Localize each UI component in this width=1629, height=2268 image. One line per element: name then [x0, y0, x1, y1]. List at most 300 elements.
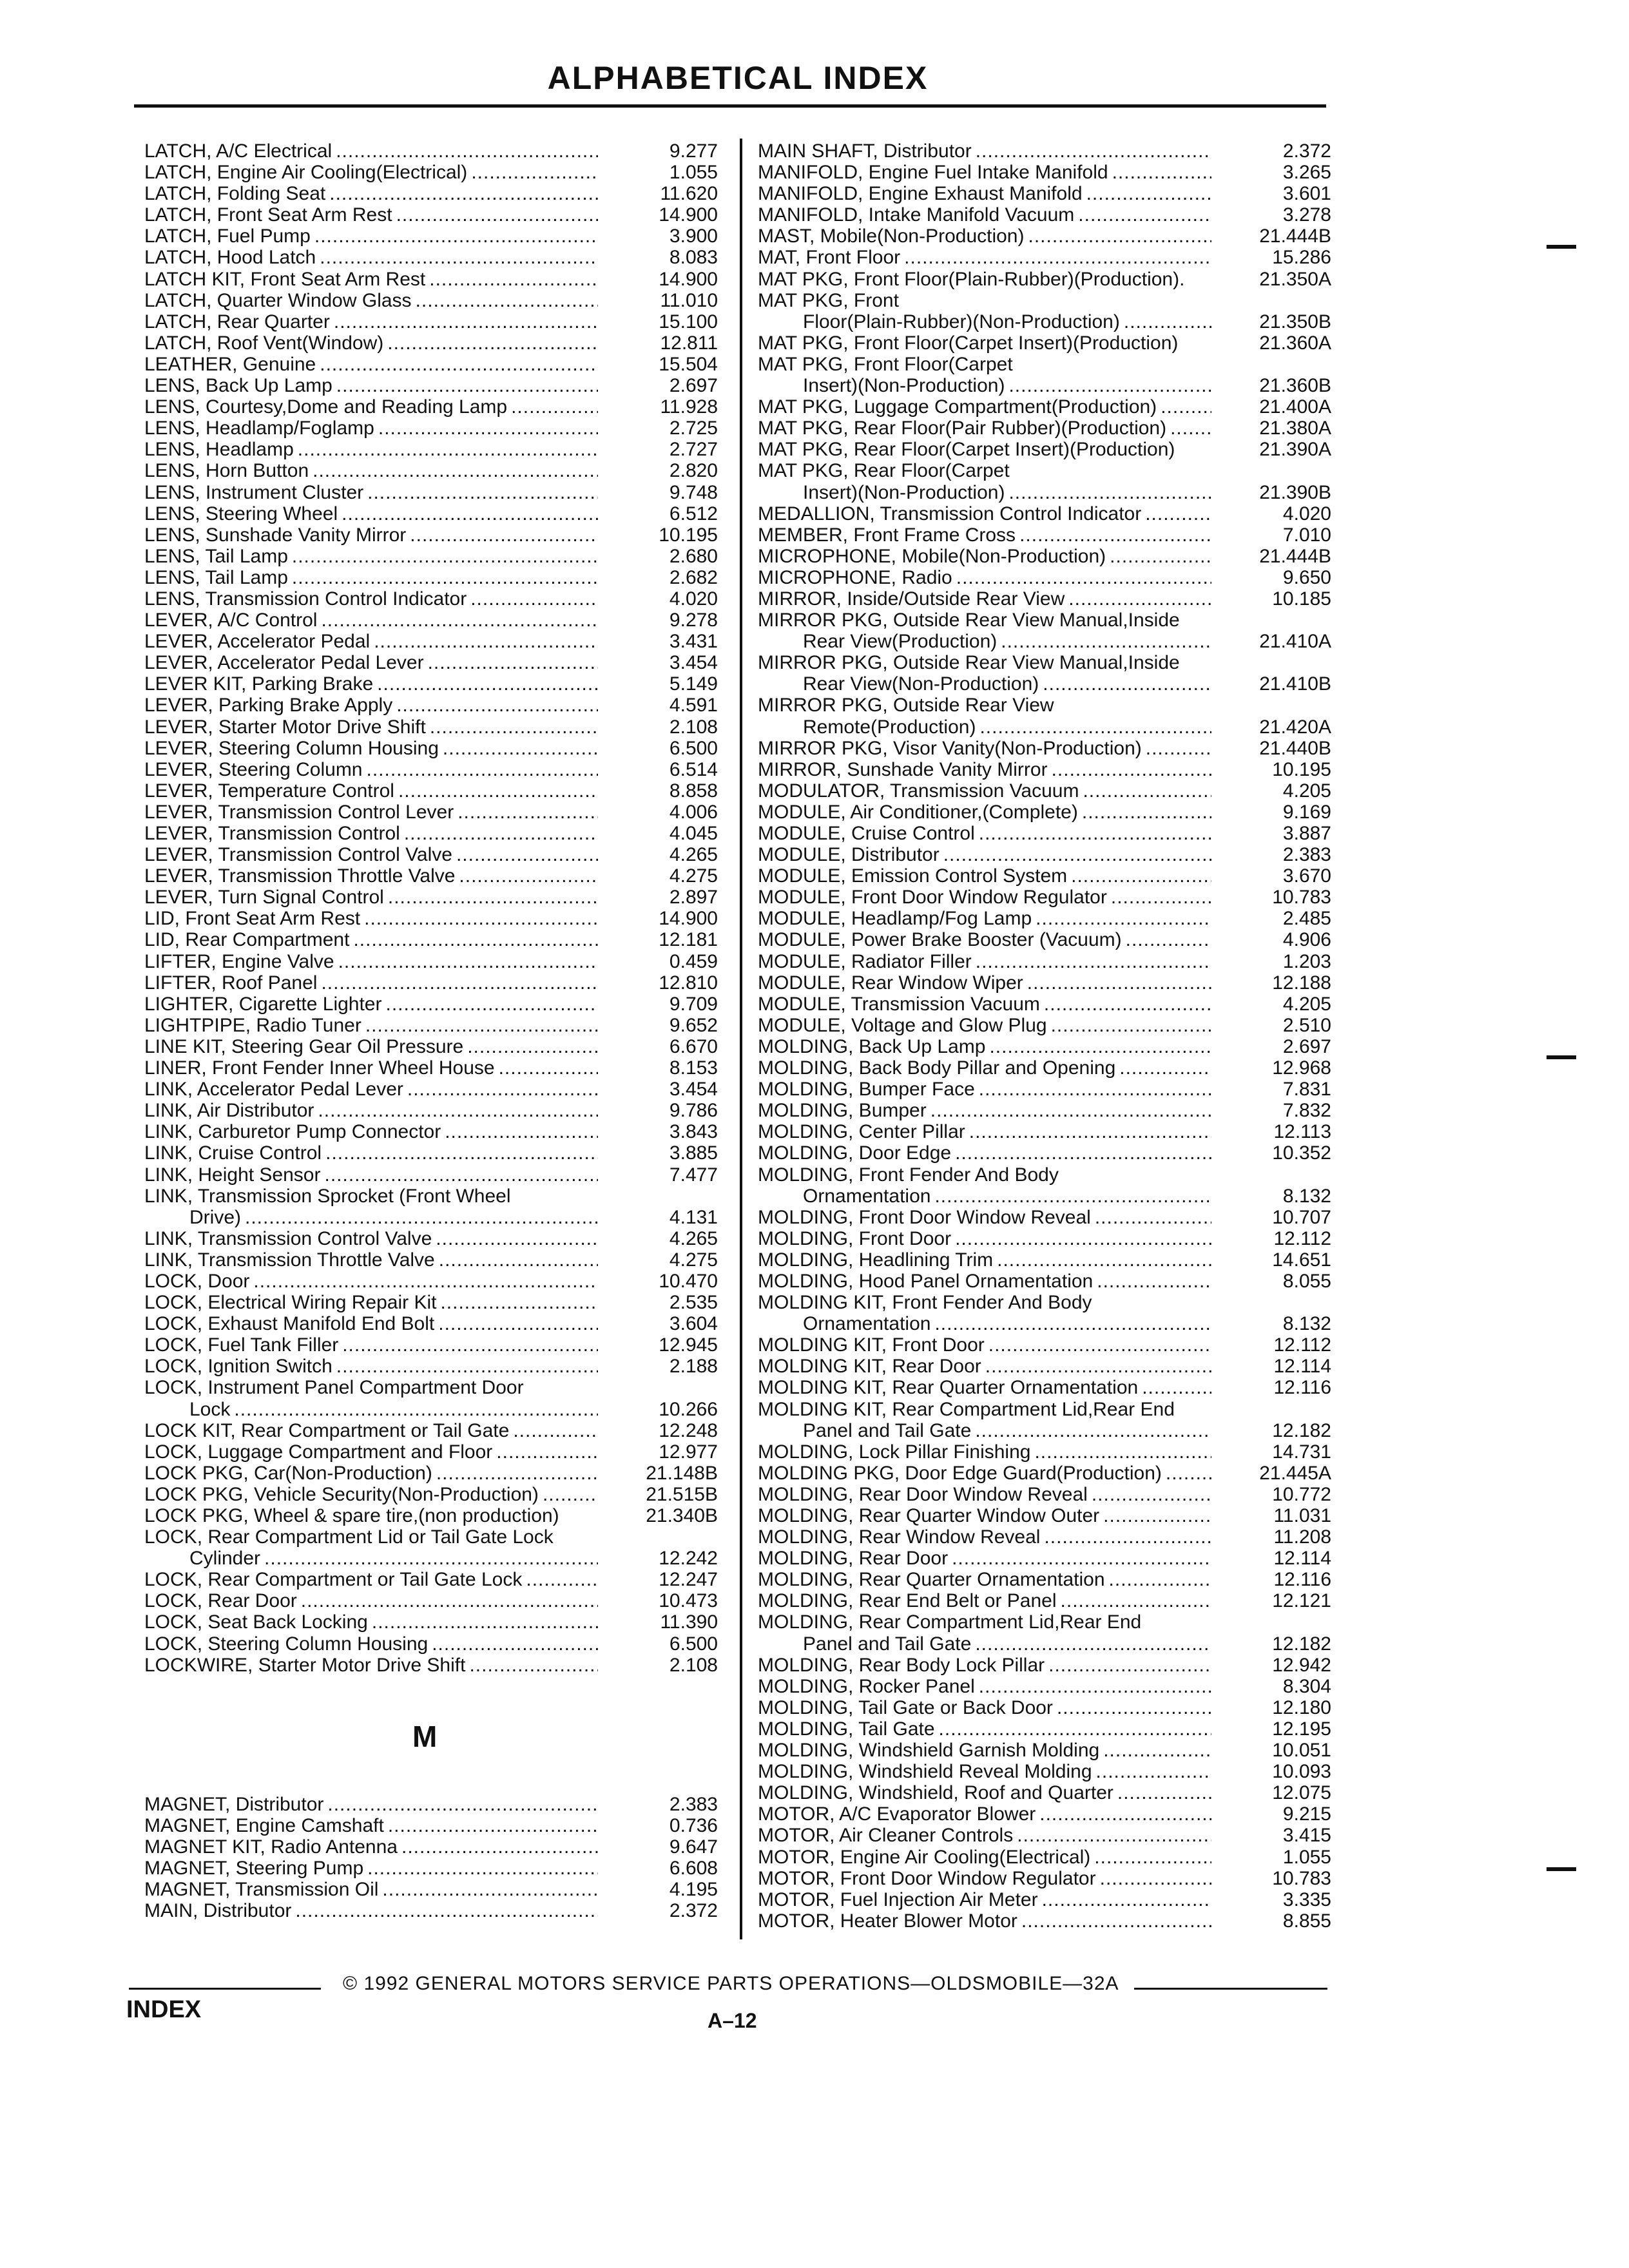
entry-label: MOLDING, Center Pillar: [758, 1121, 965, 1143]
entry-page: 2.372: [669, 1900, 718, 1922]
leader-dots: [1100, 1868, 1211, 1889]
entry-label-wrap: [758, 269, 1215, 290]
leader-dots: [382, 1879, 598, 1900]
entry-label-wrap: [144, 631, 602, 652]
index-entry: [144, 1590, 718, 1611]
entry-page: 10.195: [659, 524, 718, 546]
entry-label: MOTOR, Air Cleaner Controls: [758, 1825, 1014, 1847]
leader-dots: [301, 1590, 598, 1611]
leader-dots: [292, 567, 598, 588]
entry-page: 3.670: [1282, 865, 1331, 887]
entry-page: [1215, 652, 1331, 673]
entry-page: [602, 1377, 718, 1398]
index-entry: [758, 1292, 1331, 1313]
entry-label-wrap: [758, 1740, 1215, 1761]
entry-label-wrap: [758, 290, 1215, 311]
entry-label: LOCK, Rear Compartment or Tail Gate Lock: [144, 1569, 523, 1591]
leader-dots: [1126, 929, 1211, 950]
index-entry: [758, 1186, 1331, 1207]
leader-dots: [997, 1249, 1211, 1271]
entry-label-wrap: [758, 1057, 1215, 1079]
entry-label-wrap: [144, 716, 602, 738]
entry-label: Ornamentation: [803, 1313, 931, 1335]
index-entry: [144, 1399, 718, 1420]
index-entry: [758, 1740, 1331, 1761]
entry-label: Remote(Production): [803, 716, 976, 738]
index-entry: [758, 1079, 1331, 1100]
leader-dots: [975, 1633, 1211, 1655]
index-entry: [144, 1164, 718, 1186]
index-entry: [758, 482, 1331, 503]
index-entry: [144, 183, 718, 204]
entry-label-wrap: [758, 631, 1215, 652]
index-entry: [144, 972, 718, 994]
entry-label-wrap: [758, 375, 1215, 396]
entry-page: 7.832: [1282, 1100, 1331, 1122]
index-entry: [144, 802, 718, 823]
entry-label: LEVER KIT, Parking Brake: [144, 673, 374, 695]
leader-dots: [979, 716, 1211, 738]
leader-dots: [364, 908, 598, 929]
index-entry: [144, 1313, 718, 1334]
entry-page: 3.604: [669, 1313, 718, 1335]
entry-label-wrap: [144, 439, 602, 460]
index-entry: [144, 1334, 718, 1356]
entry-label: MODULE, Voltage and Glow Plug: [758, 1014, 1047, 1036]
entry-label-wrap: [144, 1142, 602, 1164]
index-entry: [758, 1697, 1331, 1718]
leader-dots: [428, 652, 598, 673]
entry-label-wrap: [144, 1015, 602, 1036]
entry-label-wrap: [144, 1441, 602, 1463]
index-entry: [758, 460, 1331, 481]
leader-dots: [1117, 1782, 1211, 1803]
entry-label: LOCK, Rear Door: [144, 1590, 297, 1612]
entry-label: LENS, Headlamp/Foglamp: [144, 418, 374, 439]
index-entry: [758, 311, 1331, 332]
entry-label-wrap: [758, 887, 1215, 908]
footer-page-number: A–12: [708, 2009, 757, 2032]
entry-label-wrap: [144, 1399, 602, 1420]
entry-page: 10.473: [659, 1590, 718, 1612]
entry-label-wrap: [144, 908, 602, 929]
index-entry: [758, 631, 1331, 652]
entry-label-wrap: [758, 994, 1215, 1015]
entry-label-wrap: [144, 759, 602, 780]
index-entry: [758, 929, 1331, 950]
entry-label-wrap: [758, 1292, 1215, 1313]
entry-label: LATCH KIT, Front Seat Arm Rest: [144, 268, 426, 290]
entry-page: 12.968: [1272, 1057, 1331, 1079]
entry-label: MOLDING, Rocker Panel: [758, 1675, 975, 1697]
entry-page: 2.682: [669, 566, 718, 588]
entry-label-wrap: [144, 183, 602, 204]
entry-label: MOLDING, Rear End Belt or Panel: [758, 1590, 1057, 1612]
entry-label-wrap: [144, 610, 602, 631]
entry-label-wrap: [144, 311, 602, 332]
entry-page: 7.010: [1282, 524, 1331, 546]
entry-label-wrap: [758, 1036, 1215, 1057]
index-entry: [758, 140, 1331, 162]
entry-page: 21.350A: [1259, 268, 1331, 290]
entry-label: MODULE, Transmission Vacuum: [758, 993, 1040, 1015]
entry-page: 12.182: [1272, 1633, 1331, 1655]
leader-dots: [439, 1249, 598, 1271]
entry-label: MIRROR PKG, Outside Rear View Manual,Inside: [758, 610, 1180, 631]
entry-page: 2.725: [669, 418, 718, 439]
entry-page: 10.707: [1272, 1206, 1331, 1228]
entry-label-wrap: [758, 1121, 1215, 1142]
entry-page: 6.670: [669, 1035, 718, 1057]
leader-dots: [429, 269, 598, 290]
leader-dots: [1028, 226, 1211, 247]
entry-page: 12.116: [1273, 1377, 1331, 1399]
footer-rule-right: [1134, 1988, 1327, 1990]
entry-label: LINK, Cruise Control: [144, 1142, 322, 1164]
entry-page: 4.275: [669, 1249, 718, 1271]
entry-page: 8.153: [669, 1057, 718, 1079]
entry-label: LATCH, Fuel Pump: [144, 226, 311, 247]
entry-page: 21.444B: [1259, 226, 1331, 247]
leader-dots: [253, 1271, 598, 1292]
leader-dots: [292, 546, 598, 567]
entry-page: 15.286: [1272, 247, 1331, 269]
entry-label: MOLDING PKG, Door Edge Guard(Production): [758, 1462, 1162, 1484]
leader-dots: [385, 994, 598, 1015]
entry-label-wrap: [758, 1463, 1215, 1484]
entry-label-wrap: [144, 1100, 602, 1121]
entry-label: MOLDING, Rear Window Reveal: [758, 1526, 1041, 1548]
index-entry: [144, 738, 718, 759]
entry-label: LINK, Height Sensor: [144, 1164, 321, 1186]
leader-dots: [440, 1292, 598, 1313]
entry-page: 11.928: [660, 396, 718, 418]
entry-label-wrap: [144, 375, 602, 396]
entry-label-wrap: [144, 802, 602, 823]
entry-label: MOLDING, Windshield Reveal Molding: [758, 1761, 1092, 1783]
entry-label: MOLDING, Rear Compartment Lid,Rear End: [758, 1611, 1142, 1633]
leader-dots: [955, 1142, 1211, 1164]
entry-label: MAT PKG, Luggage Compartment(Production): [758, 396, 1157, 418]
entry-page: 12.188: [1272, 972, 1331, 994]
entry-label-wrap: [144, 482, 602, 503]
entry-label-wrap: [144, 226, 602, 247]
entry-page: 6.500: [669, 737, 718, 759]
margin-mark: [1547, 245, 1576, 249]
entry-page: 4.205: [1282, 993, 1331, 1015]
index-entry: [758, 780, 1331, 802]
leader-dots: [930, 1100, 1211, 1121]
leader-dots: [336, 140, 598, 162]
column-divider: [740, 139, 742, 1939]
leader-dots: [443, 738, 598, 759]
leader-dots: [1145, 503, 1211, 524]
leader-dots: [436, 1228, 598, 1249]
entry-page: 21.390B: [1259, 481, 1331, 503]
entry-label: MAGNET KIT, Radio Antenna: [144, 1836, 398, 1858]
leader-dots: [1048, 1655, 1211, 1676]
entry-label: LOCK, Instrument Panel Compartment Door: [144, 1377, 524, 1399]
entry-page: 12.811: [660, 332, 718, 354]
entry-label-wrap: [758, 311, 1215, 332]
entry-label-wrap: [144, 1836, 602, 1858]
index-entry: [144, 1420, 718, 1441]
index-entry: [144, 482, 718, 503]
leader-dots: [1052, 759, 1211, 780]
entry-page: 21.445A: [1259, 1462, 1331, 1484]
index-entry: [144, 162, 718, 183]
entry-label: MANIFOLD, Intake Manifold Vacuum: [758, 204, 1075, 226]
page-title: ALPHABETICAL INDEX: [547, 60, 929, 96]
index-entry: [758, 269, 1331, 290]
index-entry: [758, 823, 1331, 844]
entry-label: MAIN SHAFT, Distributor: [758, 140, 972, 162]
index-entry: [758, 1868, 1331, 1889]
entry-label-wrap: [758, 802, 1215, 823]
leader-dots: [372, 1611, 598, 1633]
entry-label-wrap: [144, 290, 602, 311]
entry-label: MOTOR, Engine Air Cooling(Electrical): [758, 1846, 1091, 1868]
index-entry: [144, 1036, 718, 1057]
index-entry: [144, 1142, 718, 1164]
entry-page: 21.400A: [1259, 396, 1331, 418]
entry-label-wrap: [758, 183, 1215, 204]
entry-label-wrap: [144, 567, 602, 588]
leader-dots: [934, 1186, 1211, 1207]
entry-page: 6.608: [669, 1858, 718, 1879]
index-entry: [144, 1633, 718, 1655]
entry-page: 3.454: [669, 652, 718, 674]
entry-label: LEVER, Accelerator Pedal: [144, 631, 371, 653]
leader-dots: [1061, 1590, 1211, 1611]
entry-label-wrap: [144, 1655, 602, 1676]
entry-label-wrap: [144, 1900, 602, 1921]
entry-label: MIRROR, Inside/Outside Rear View: [758, 588, 1065, 610]
index-entry: [144, 1356, 718, 1377]
entry-page: 2.697: [1282, 1035, 1331, 1057]
entry-label: MAT PKG, Rear Floor(Carpet Insert)(Production): [758, 439, 1175, 461]
entry-page: 8.083: [669, 247, 718, 269]
index-entry: [758, 1761, 1331, 1782]
entry-label: LOCK, Fuel Tank Filler: [144, 1334, 339, 1356]
entry-label: LEVER, Starter Motor Drive Shift: [144, 716, 426, 738]
entry-label-wrap: [758, 588, 1215, 610]
entry-label-wrap: [144, 1164, 602, 1186]
entry-label: LENS, Back Up Lamp: [144, 375, 333, 397]
leader-dots: [318, 1100, 598, 1121]
entry-label-wrap: [758, 162, 1215, 183]
entry-page: 12.112: [1273, 1334, 1331, 1356]
entry-page: 12.195: [1272, 1718, 1331, 1740]
index-entry: [144, 140, 718, 162]
entry-page: 3.843: [669, 1121, 718, 1143]
entry-page: 12.113: [1273, 1121, 1331, 1143]
entry-page: 3.265: [1282, 162, 1331, 184]
leader-dots: [496, 1441, 598, 1463]
entry-label-wrap: [758, 1441, 1215, 1463]
index-entry: [144, 1815, 718, 1836]
index-entry: [758, 1782, 1331, 1803]
entry-label-wrap: [144, 823, 602, 844]
entry-page: 3.454: [669, 1079, 718, 1100]
entry-page: 14.651: [1272, 1249, 1331, 1271]
entry-label-wrap: [758, 1526, 1215, 1548]
entry-page: 2.510: [1282, 1014, 1331, 1036]
index-entry: [758, 759, 1331, 780]
entry-page: 9.647: [669, 1836, 718, 1858]
leader-dots: [367, 759, 599, 780]
entry-page: 9.650: [1282, 566, 1331, 588]
entry-label: LEVER, A/C Control: [144, 610, 318, 631]
entry-page: 9.215: [1282, 1803, 1331, 1825]
entry-label-wrap: [758, 1676, 1215, 1697]
entry-page: 9.278: [669, 610, 718, 631]
entry-label: MOLDING, Hood Panel Ornamentation: [758, 1270, 1094, 1292]
entry-label: MOTOR, Front Door Window Regulator: [758, 1867, 1096, 1889]
entry-label-wrap: [144, 1228, 602, 1249]
entry-label: LATCH, Engine Air Cooling(Electrical): [144, 162, 468, 184]
entry-label: LEVER, Transmission Control Lever: [144, 801, 454, 823]
entry-label-wrap: [758, 1420, 1215, 1441]
leader-dots: [367, 482, 598, 503]
entry-label-wrap: [758, 1655, 1215, 1676]
entry-page: 2.897: [669, 887, 718, 908]
entry-label-wrap: [758, 1186, 1215, 1207]
index-entry: [144, 844, 718, 865]
entry-label-wrap: [144, 1356, 602, 1377]
index-entry: [758, 439, 1331, 460]
entry-page: 4.195: [669, 1879, 718, 1901]
index-entry: [758, 1526, 1331, 1548]
leader-dots: [329, 183, 598, 204]
entry-label: LOCK KIT, Rear Compartment or Tail Gate: [144, 1419, 510, 1441]
entry-label-wrap: [144, 1121, 602, 1142]
entry-label-wrap: [144, 247, 602, 268]
entry-label-wrap: [758, 1782, 1215, 1803]
index-entry: [144, 226, 718, 247]
entry-page: 12.121: [1272, 1590, 1331, 1612]
index-entry: [144, 1377, 718, 1398]
leader-dots: [499, 1057, 598, 1079]
index-entry: [758, 375, 1331, 396]
entry-page: 21.360A: [1259, 332, 1331, 354]
index-entry: [144, 1207, 718, 1228]
entry-page: 3.431: [669, 631, 718, 653]
entry-label: MAGNET, Distributor: [144, 1794, 324, 1815]
entry-page: 9.169: [1282, 801, 1331, 823]
entry-label-wrap: [758, 567, 1215, 588]
entry-label: LENS, Tail Lamp: [144, 545, 288, 567]
entry-page: 3.887: [1282, 823, 1331, 844]
index-entry: [758, 546, 1331, 567]
leader-dots: [1017, 1825, 1211, 1846]
leader-dots: [1111, 887, 1211, 908]
leader-dots: [245, 1207, 598, 1228]
entry-label-wrap: [758, 1868, 1215, 1889]
entry-label-wrap: [144, 1569, 602, 1590]
left-index-column: [144, 140, 718, 1676]
index-entry: [758, 865, 1331, 887]
entry-label-wrap: [144, 204, 602, 226]
entry-label: MODULE, Power Brake Booster (Vacuum): [758, 929, 1122, 951]
entry-label: LEVER, Accelerator Pedal Lever: [144, 652, 424, 674]
index-entry: [144, 269, 718, 290]
leader-dots: [378, 418, 598, 439]
entry-page: 21.390A: [1259, 439, 1331, 461]
entry-page: 3.335: [1282, 1888, 1331, 1910]
index-entry: [144, 1611, 718, 1633]
entry-label-wrap: [758, 1377, 1215, 1398]
leader-dots: [298, 439, 598, 460]
index-entry: [758, 226, 1331, 247]
entry-label-wrap: [758, 1590, 1215, 1611]
entry-page: [1215, 610, 1331, 631]
entry-label: LEVER, Temperature Control: [144, 780, 394, 802]
entry-page: 2.820: [669, 460, 718, 482]
entry-label-wrap: [758, 652, 1215, 673]
leader-dots: [327, 1794, 598, 1815]
leader-dots: [952, 1548, 1211, 1569]
entry-label: LATCH, Quarter Window Glass: [144, 289, 412, 311]
entry-label: LID, Front Seat Arm Rest: [144, 908, 361, 930]
entry-page: 12.180: [1272, 1696, 1331, 1718]
index-entry: [758, 1249, 1331, 1271]
entry-page: 12.114: [1273, 1356, 1331, 1378]
index-entry: [144, 716, 718, 738]
entry-label: LOCK, Rear Compartment Lid or Tail Gate Lock: [144, 1526, 554, 1548]
entry-label: LINK, Carburetor Pump Connector: [144, 1121, 441, 1143]
index-entry: [758, 951, 1331, 972]
leader-dots: [1166, 1463, 1211, 1484]
entry-page: 21.410A: [1259, 631, 1331, 653]
leader-dots: [1008, 375, 1211, 396]
entry-label: MAT PKG, Front Floor(Plain-Rubber)(Production).: [758, 268, 1185, 290]
entry-label-wrap: [144, 354, 602, 375]
index-entry: [144, 823, 718, 844]
entry-label-wrap: [758, 780, 1215, 802]
entry-label: LEVER, Transmission Control Valve: [144, 844, 452, 866]
leader-dots: [1124, 311, 1211, 332]
entry-page: 21.440B: [1259, 737, 1331, 759]
entry-label-wrap: [144, 1526, 602, 1548]
leader-dots: [1008, 482, 1211, 503]
leader-dots: [1119, 1057, 1211, 1079]
footer-rule-left: [129, 1988, 321, 1990]
entry-label: LATCH, Rear Quarter: [144, 311, 330, 332]
leader-dots: [1092, 1484, 1211, 1505]
entry-label-wrap: [144, 929, 602, 950]
entry-page: 5.149: [669, 673, 718, 695]
index-entry: [144, 1057, 718, 1079]
index-entry: [144, 1228, 718, 1249]
index-entry: [758, 1036, 1331, 1057]
entry-label: MEMBER, Front Frame Cross: [758, 524, 1016, 546]
entry-page: 12.945: [659, 1334, 718, 1356]
entry-label: LENS, Headlamp: [144, 439, 294, 461]
entry-label: MOLDING KIT, Rear Compartment Lid,Rear End: [758, 1398, 1175, 1420]
entry-page: 10.772: [1272, 1483, 1331, 1505]
entry-page: 12.942: [1272, 1654, 1331, 1676]
index-entry: [144, 951, 718, 972]
entry-page: 12.075: [1272, 1782, 1331, 1804]
leader-dots: [325, 1142, 598, 1164]
entry-page: 11.010: [660, 289, 718, 311]
entry-page: 8.055: [1282, 1270, 1331, 1292]
entry-label-wrap: [144, 1611, 602, 1633]
entry-page: [1215, 354, 1331, 375]
leader-dots: [1170, 418, 1211, 439]
leader-dots: [1103, 1505, 1211, 1526]
